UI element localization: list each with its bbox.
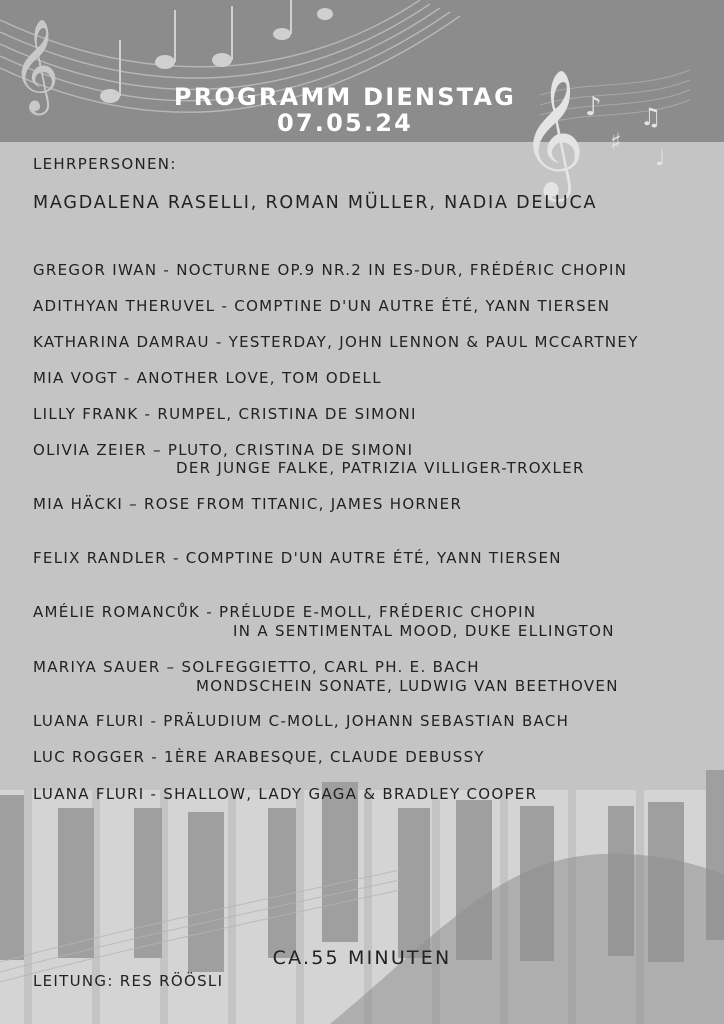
program-item-continuation: MONDSCHEIN SONATE, LUDWIG VAN BEETHOVEN	[196, 677, 619, 695]
leitung-label: LEITUNG: RES RÖÖSLI	[33, 972, 224, 990]
svg-text:♪: ♪	[585, 92, 602, 122]
program-item: LUC ROGGER - 1ÈRE ARABESQUE, CLAUDE DEBUSSY	[33, 748, 485, 766]
program-item: MIA HÄCKI – ROSE FROM TITANIC, JAMES HORNER	[33, 495, 463, 513]
svg-text:♫: ♫	[640, 103, 662, 131]
program-item: LUANA FLURI - SHALLOW, LADY GAGA & BRADLEY COOPER	[33, 785, 538, 803]
program-item: MARIYA SAUER – SOLFEGGIETTO, CARL PH. E. BACH	[33, 658, 480, 676]
svg-text:♩: ♩	[655, 146, 666, 171]
svg-text:𝄞: 𝄞	[520, 68, 586, 196]
program-item: GREGOR IWAN - NOCTURNE OP.9 NR.2 IN ES-DUR, FRÉDÉRIC CHOPIN	[33, 261, 628, 279]
duration-label: CA.55 MINUTEN	[272, 947, 452, 969]
program-item: LUANA FLURI - PRÄLUDIUM C-MOLL, JOHANN SEBASTIAN BACH	[33, 712, 570, 730]
teachers-names: MAGDALENA RASELLI, ROMAN MÜLLER, NADIA DELUCA	[33, 193, 598, 213]
program-item: FELIX RANDLER - COMPTINE D'UN AUTRE ÉTÉ, YANN TIERSEN	[33, 549, 562, 567]
program-item-continuation: DER JUNGE FALKE, PATRIZIA VILLIGER-TROXLER	[176, 459, 585, 477]
program-item: KATHARINA DAMRAU - YESTERDAY, JOHN LENNON & PAUL MCCARTNEY	[33, 333, 639, 351]
page-date: 07.05.24	[276, 109, 414, 137]
program-item: ADITHYAN THERUVEL - COMPTINE D'UN AUTRE ÉTÉ, YANN TIERSEN	[33, 297, 611, 315]
teachers-label: LEHRPERSONEN:	[33, 155, 177, 173]
svg-text:♯: ♯	[610, 128, 622, 156]
treble-clef-icon: 𝄞	[12, 18, 60, 111]
page-title: PROGRAMM DIENSTAG	[173, 83, 517, 111]
program-item: OLIVIA ZEIER – PLUTO, CRISTINA DE SIMONI	[33, 441, 414, 459]
program-item: AMÉLIE ROMANCŮK - PRÉLUDE E-MOLL, FRÉDERIC CHOPIN	[33, 603, 537, 621]
program-item: MIA VOGT - ANOTHER LOVE, TOM ODELL	[33, 369, 382, 387]
program-item: LILLY FRANK - RUMPEL, CRISTINA DE SIMONI	[33, 405, 417, 423]
program-item-continuation: IN A SENTIMENTAL MOOD, DUKE ELLINGTON	[233, 622, 615, 640]
